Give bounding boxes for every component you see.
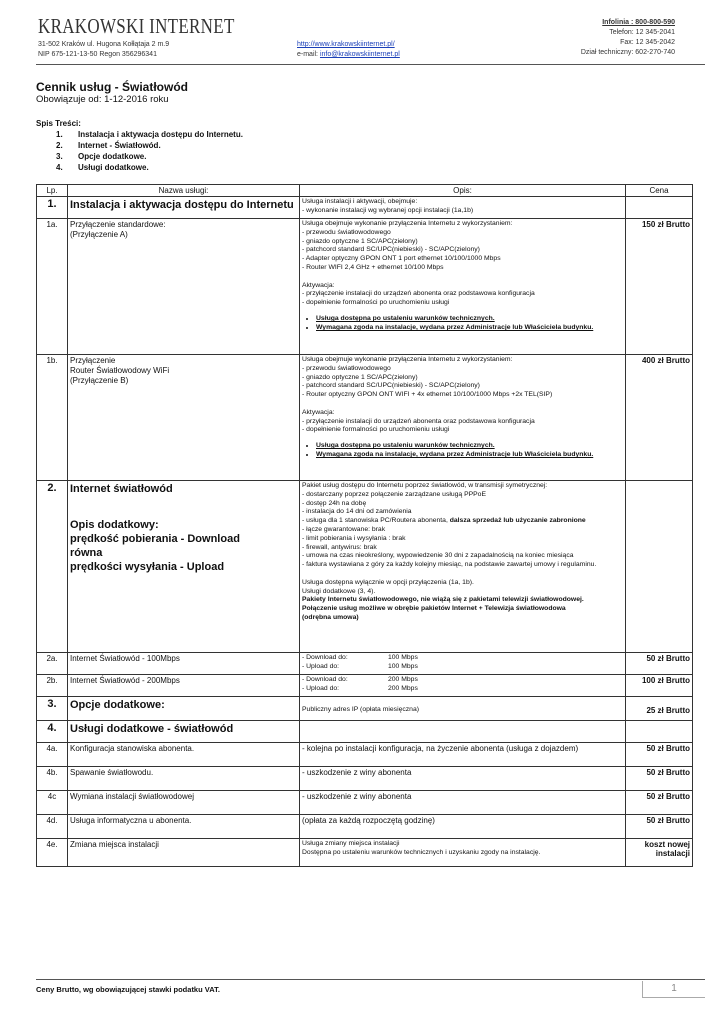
- row-price: 50 zł Brutto: [626, 791, 693, 815]
- row-description: [300, 721, 626, 743]
- page-title: Cennik usług - Światłowód: [36, 80, 189, 94]
- row-lp: 4e.: [37, 839, 68, 867]
- speed-line: [302, 654, 623, 663]
- service-name-text: Zmiana miejsca instalacji: [70, 840, 159, 849]
- service-name-text: Usługi dodatkowe - światłowód: [70, 723, 234, 735]
- row-description: [300, 675, 626, 697]
- row-description: [300, 653, 626, 675]
- description-text: Publiczny adres IP (opłata miesięczna): [302, 706, 419, 713]
- speed-label: - Download do:: [302, 676, 348, 683]
- company-logo: KRAKOWSKI INTERNET: [38, 14, 235, 38]
- row-description: [300, 197, 626, 219]
- infolinia: Infolinia : 800-800-590: [602, 19, 675, 26]
- speed-value: 200 Mbps: [388, 684, 418, 692]
- row-price: [626, 197, 693, 219]
- description-text: Usługa obejmuje wykonanie przyłączenia Internetu z wykorzystaniem: - przewodu światłowodowego - gniazdo optyczne 1 SC/APC(zielony) - patchcord standard SC/UPC(niebieski) - SC/APC(zielony) - Router optyczny GPON ONT WIFI + 4x ethernet 10/100/1000 Mbps +2x TEL(SIP) Aktywacja: - przyłączenie instalacji do urządzeń abonenta oraz podstawowa konfiguracja - dopełnienie formalności po uruchomieniu usługi: [302, 356, 553, 434]
- speed-line: [302, 685, 623, 694]
- speed-line: [302, 676, 623, 685]
- footer-note: Ceny Brutto, wg obowiązującej stawki podatku VAT.: [36, 985, 220, 994]
- service-name-text: Instalacja i aktywacja dostępu do Internetu: [70, 199, 294, 211]
- fax: Fax: 12 345-2042: [620, 39, 675, 46]
- table-row: [37, 219, 693, 355]
- speed-label: - Download do:: [302, 654, 348, 661]
- row-lp: 2a.: [37, 653, 68, 675]
- header-price: Cena: [626, 185, 693, 197]
- header-name: Nazwa usługi:: [68, 185, 300, 197]
- page-number: 1: [642, 981, 705, 998]
- table-of-contents: [56, 129, 243, 173]
- row-price: 25 zł Brutto: [626, 697, 693, 721]
- row-price: 50 zł Brutto: [626, 653, 693, 675]
- table-header-row: [37, 185, 693, 197]
- table-row: [37, 481, 693, 653]
- row-service-name: [68, 767, 300, 791]
- table-row: [37, 675, 693, 697]
- toc-heading: Spis Treści:: [36, 119, 81, 128]
- row-lp: 1.: [37, 197, 68, 219]
- row-lp: 2b.: [37, 675, 68, 697]
- email-link[interactable]: info@krakowskiinternet.pl: [319, 51, 400, 58]
- toc-item: [56, 162, 243, 173]
- row-description: [300, 815, 626, 839]
- requirements-list: [316, 441, 623, 459]
- service-name-text: Usługa informatyczna u abonenta.: [70, 816, 192, 825]
- row-service-name: [68, 791, 300, 815]
- toc-num: 4.: [56, 163, 63, 172]
- row-price: 50 zł Brutto: [626, 743, 693, 767]
- row-service-name: [68, 219, 300, 355]
- toc-label: Internet - Światłowód.: [78, 141, 161, 150]
- row-price: 400 zł Brutto: [626, 355, 693, 481]
- email-label: e-mail:: [297, 51, 319, 58]
- row-description: [300, 697, 626, 721]
- row-service-name: [68, 815, 300, 839]
- toc-label: Usługi dodatkowe.: [78, 163, 149, 172]
- table-row: [37, 839, 693, 867]
- row-price: 50 zł Brutto: [626, 767, 693, 791]
- row-service-name: [68, 839, 300, 867]
- header-lp: Lp.: [37, 185, 68, 197]
- description-text: Pakiet usług dostępu do Internetu poprzez światłowód, w transmisji symetrycznej: - dostarczany poprzez połączenie zarządzane usługą PPPoE - dostęp 24h na dobę - instalacja do 14 dni od zamówienia - usługa dla 1 stanowiska PC/Routera abonenta,: [302, 482, 548, 525]
- row-service-name: [68, 721, 300, 743]
- description-text: - kolejna po instalacji konfiguracja, na życzenie abonenta (usługa z dojazdem): [302, 744, 579, 753]
- registration-line: NIP 675-121-13-50 Regon 356296341: [38, 51, 157, 58]
- row-description: [300, 219, 626, 355]
- row-price: 100 zł Brutto: [626, 675, 693, 697]
- header-desc: Opis:: [300, 185, 626, 197]
- toc-num: 3.: [56, 152, 63, 161]
- email-line: [297, 50, 400, 60]
- toc-item: [56, 151, 243, 162]
- speed-label: - Upload do:: [302, 684, 340, 692]
- toc-num: 2.: [56, 141, 63, 150]
- row-price: 50 zł Brutto: [626, 815, 693, 839]
- requirements-list: [316, 314, 623, 332]
- row-description: [300, 839, 626, 867]
- description-bold: dalsza sprzedaż lub użyczanie zabronione: [449, 517, 586, 525]
- description-text: (opłata za każdą rozpoczętą godzinę): [302, 816, 435, 825]
- table-row: [37, 721, 693, 743]
- requirement-item: • Wymagana zgoda na instalacje, wydana przez Administracje lub Właściciela budynku.: [316, 323, 623, 332]
- address-line: 31-502 Kraków ul. Hugona Kołłątaja 2 m.9: [38, 41, 170, 48]
- row-lp: 1b.: [37, 355, 68, 481]
- speed-value: 100 Mbps: [388, 654, 418, 661]
- row-price: [626, 721, 693, 743]
- row-service-name: [68, 675, 300, 697]
- toc-num: 1.: [56, 130, 63, 139]
- row-price: [626, 481, 693, 653]
- footer-divider: [36, 979, 705, 980]
- table-row: [37, 653, 693, 675]
- row-description: [300, 743, 626, 767]
- description-text: - uszkodzenie z winy abonenta: [302, 768, 412, 777]
- service-extra-description: Opis dodatkowy: prędkość pobierania - Download równa prędkości wysyłania - Upload: [70, 519, 240, 573]
- telefon: Telefon: 12 345-2041: [609, 29, 675, 36]
- table-row: [37, 355, 693, 481]
- requirement-item: • Wymagana zgoda na instalacje, wydana przez Administracje lub Właściciela budynku.: [316, 450, 623, 459]
- service-name-text: Przyłączenie standardowe: (Przyłączenie A): [70, 220, 166, 239]
- row-lp: 2.: [37, 481, 68, 653]
- row-service-name: [68, 743, 300, 767]
- service-name-text: Przyłączenie Router Światłowodowy WiFi (Przyłączenie B): [70, 356, 170, 385]
- requirement-item: • Usługa dostępna po ustaleniu warunków technicznych.: [316, 441, 623, 450]
- website-link[interactable]: http://www.krakowskiinternet.pl/: [297, 41, 395, 48]
- description-text: - łącze gwarantowane: brak - limit pobierania i wysyłania : brak - firewall, antywirus: brak - umowa na czas nieokreślony, wypowiedzenie 30 dni z zapadalnością na koniec miesiąca - faktura wystawiana z góry za każdy kolejny miesiąc, na podstawie zawartej umowy i regulaminu. Usługa dostępna wyłącznie w opcji przyłączenia (1a, 1b). Usługi dodatkowe (3, 4).: [302, 525, 597, 595]
- row-service-name: [68, 481, 300, 653]
- header-divider: [36, 64, 705, 65]
- toc-item: [56, 140, 243, 151]
- row-service-name: [68, 653, 300, 675]
- price-table: [36, 184, 693, 867]
- page-subtitle: Obowiązuje od: 1-12-2016 roku: [36, 94, 169, 105]
- row-lp: 4c: [37, 791, 68, 815]
- description-bold-note: Pakiety Internetu światłowodowego, nie wiążą się z pakietami telewizji światłowodowej. Połączenie usług możliwe w obrębie pakietów Internet + Telewizja światłowodowa (odrębna umowa): [302, 596, 584, 621]
- row-description: [300, 481, 626, 653]
- speed-value: 100 Mbps: [388, 662, 418, 670]
- company-address: [38, 40, 169, 60]
- row-lp: 1a.: [37, 219, 68, 355]
- web-contact: [297, 40, 400, 60]
- row-lp: 4.: [37, 721, 68, 743]
- table-row: [37, 815, 693, 839]
- row-description: [300, 791, 626, 815]
- table-row: [37, 697, 693, 721]
- table-row: [37, 767, 693, 791]
- service-name-text: Konfiguracja stanowiska abonenta.: [70, 744, 195, 753]
- row-service-name: [68, 197, 300, 219]
- row-price: 150 zł Brutto: [626, 219, 693, 355]
- toc-item: [56, 129, 243, 140]
- row-service-name: [68, 697, 300, 721]
- row-description: [300, 767, 626, 791]
- row-lp: 4b.: [37, 767, 68, 791]
- service-name-text: Wymiana instalacji światłowodowej: [70, 792, 194, 801]
- table-row: [37, 197, 693, 219]
- toc-label: Opcje dodatkowe.: [78, 152, 147, 161]
- phone-contacts: [581, 18, 675, 58]
- row-lp: 4d.: [37, 815, 68, 839]
- service-name-text: Internet światłowód: [70, 483, 173, 495]
- service-name-text: Spawanie światłowodu.: [70, 768, 154, 777]
- speed-label: - Upload do:: [302, 662, 340, 670]
- service-name-text: Internet Światłowód - 200Mbps: [70, 676, 180, 685]
- row-description: [300, 355, 626, 481]
- speed-line: [302, 663, 623, 672]
- description-text: Usługa obejmuje wykonanie przyłączenia Internetu z wykorzystaniem: - przewodu światłowodowego - gniazdo optyczne 1 SC/APC(zielony) - patchcord standard SC/UPC(niebieski) - SC/APC(zielony) - Adapter optyczny GPON ONT 1 port ethernet 10/100/1000 Mbps - Router WIFI 2,4 GHz + ethernet 10/100 Mbps Aktywacja: - przyłączenie instalacji do urządzeń abonenta oraz podstawowa konfiguracja - dopełnienie formalności po uruchomieniu usługi: [302, 220, 535, 307]
- letterhead: [38, 14, 675, 62]
- description-text: - uszkodzenie z winy abonenta: [302, 792, 412, 801]
- row-price: koszt nowej instalacji: [626, 839, 693, 867]
- service-name-text: Opcje dodatkowe:: [70, 699, 165, 711]
- description-text: Usługa zmiany miejsca instalacji Dostępna po ustaleniu warunków technicznych i uzyskaniu zgody na instalację.: [302, 840, 541, 856]
- table-row: [37, 743, 693, 767]
- row-lp: 4a.: [37, 743, 68, 767]
- toc-label: Instalacja i aktywacja dostępu do Internetu.: [78, 130, 243, 139]
- table-row: [37, 791, 693, 815]
- row-lp: 3.: [37, 697, 68, 721]
- speed-value: 200 Mbps: [388, 676, 418, 683]
- row-service-name: [68, 355, 300, 481]
- description-text: Usługa instalacji i aktywacji, obejmuje: - wykonanie instalacji wg wybranej opcji instalacji (1a,1b): [302, 198, 474, 214]
- requirement-item: • Usługa dostępna po ustaleniu warunków technicznych.: [316, 314, 623, 323]
- dzial-techniczny: Dział techniczny: 602-270-740: [580, 49, 675, 56]
- service-name-text: Internet Światłowód - 100Mbps: [70, 654, 180, 663]
